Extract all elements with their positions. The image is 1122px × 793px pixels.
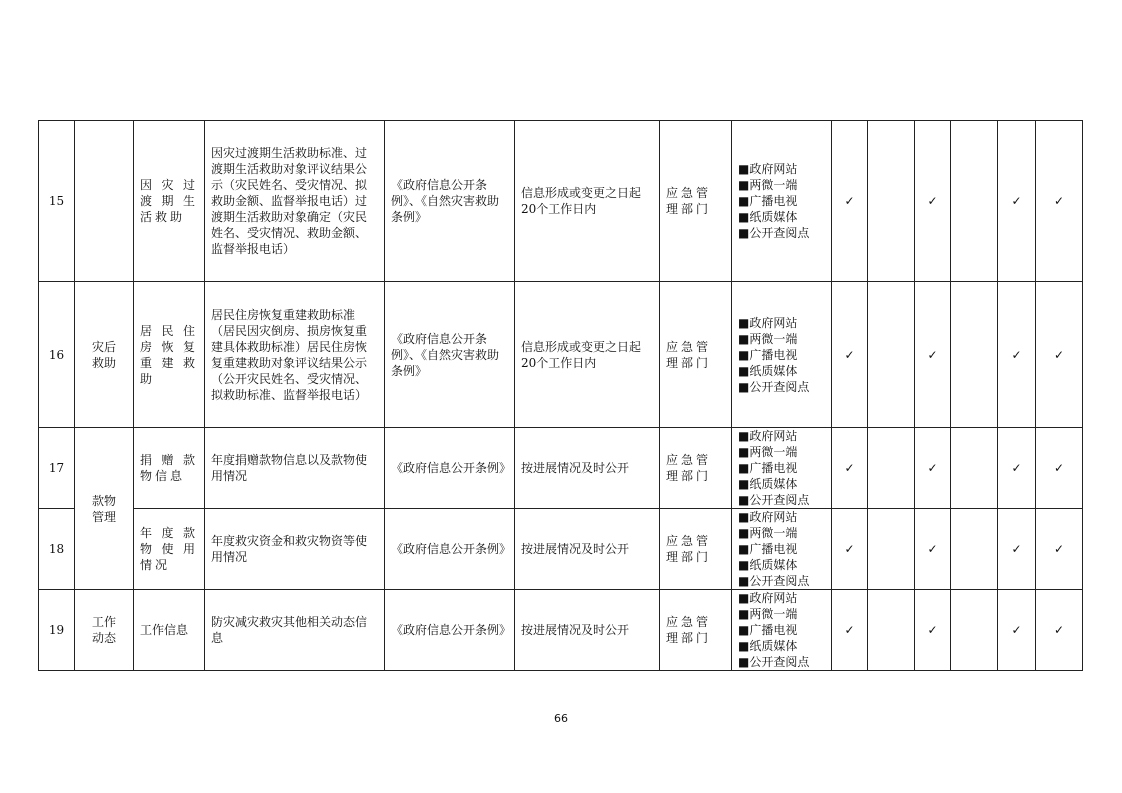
disclosure-content: 年度捐赠款物信息以及款物使用情况 (205, 428, 385, 509)
check-cell (868, 282, 915, 428)
table-row (39, 121, 1083, 282)
disclosure-time: 信息形成或变更之日起20个工作日内 (515, 282, 660, 428)
item-name: 工作信息 (134, 590, 205, 671)
check-mark-icon: ✓ (1036, 509, 1083, 590)
check-mark-icon: ✓ (998, 590, 1036, 671)
disclosure-time: 信息形成或变更之日起20个工作日内 (515, 121, 660, 282)
responsible-dept: 应急管理部门 (660, 121, 732, 282)
channel-item: ■政府网站 (738, 591, 798, 605)
table-row (39, 428, 1083, 509)
category-text: 灾后救助 (91, 339, 116, 370)
category-text: 款物管理 (91, 493, 116, 524)
disclosure-channels (732, 509, 832, 590)
check-mark-icon: ✓ (832, 121, 868, 282)
row-number: 19 (39, 590, 75, 671)
disclosure-content: 防灾减灾救灾其他相关动态信息 (205, 590, 385, 671)
check-mark-icon: ✓ (915, 428, 951, 509)
category-cell-empty (75, 121, 134, 282)
check-cell (951, 428, 998, 509)
channel-item: ■纸质媒体 (738, 363, 798, 378)
disclosure-channels (732, 121, 832, 282)
disclosure-time: 按进展情况及时公开 (515, 428, 660, 509)
channel-item: ■公开查阅点 (738, 226, 810, 240)
category-label (75, 590, 134, 671)
channel-item: ■两微一端 (738, 445, 798, 459)
channel-item: ■两微一端 (738, 607, 798, 621)
item-name: 居民住房恢复重建救助 (134, 282, 205, 428)
disclosure-content: 因灾过渡期生活救助标准、过渡期生活救助对象评议结果公示（灾民姓名、受灾情况、拟救助金额、监督举报电话）过渡期生活救助对象确定（灾民姓名、受灾情况、救助金额、监督举报电话） (205, 121, 385, 282)
disclosure-channels (732, 590, 832, 671)
responsible-dept: 应急管理部门 (660, 590, 732, 671)
legal-basis: 《政府信息公开条例》、《自然灾害救助条例》 (385, 282, 515, 428)
check-mark-icon: ✓ (832, 509, 868, 590)
disclosure-time: 按进展情况及时公开 (515, 590, 660, 671)
disclosure-channels (732, 282, 832, 428)
row-number: 16 (39, 282, 75, 428)
table-row (39, 509, 1083, 590)
disclosure-channels (732, 428, 832, 509)
disclosure-content: 年度救灾资金和救灾物资等使用情况 (205, 509, 385, 590)
channel-item: ■公开查阅点 (738, 379, 810, 394)
channel-item: ■两微一端 (738, 526, 798, 540)
channel-item: ■纸质媒体 (738, 477, 798, 491)
channel-item: ■纸质媒体 (738, 639, 798, 653)
row-number: 17 (39, 428, 75, 509)
category-label (75, 282, 134, 428)
check-cell (951, 590, 998, 671)
item-name: 年度款物使用情况 (134, 509, 205, 590)
disclosure-table (38, 120, 1083, 671)
channel-item: ■政府网站 (738, 162, 798, 176)
check-mark-icon: ✓ (1036, 121, 1083, 282)
channel-item: ■纸质媒体 (738, 210, 798, 224)
check-mark-icon: ✓ (915, 121, 951, 282)
disclosure-content: 居民住房恢复重建救助标准（居民因灾倒房、损房恢复重建具体救助标准）居民住房恢复重建救助对象评议结果公示（公开灾民姓名、受灾情况、拟救助标准、监督举报电话） (205, 282, 385, 428)
item-name: 因灾过渡期生活救助 (134, 121, 205, 282)
channel-item: ■政府网站 (738, 429, 798, 443)
table-row (39, 590, 1083, 671)
check-mark-icon: ✓ (915, 509, 951, 590)
check-cell (868, 428, 915, 509)
responsible-dept: 应急管理部门 (660, 282, 732, 428)
responsible-dept: 应急管理部门 (660, 428, 732, 509)
check-cell (868, 509, 915, 590)
channel-item: ■广播电视 (738, 542, 798, 556)
check-mark-icon: ✓ (998, 428, 1036, 509)
check-cell (868, 121, 915, 282)
legal-basis: 《政府信息公开条例》 (385, 428, 515, 509)
channel-item: ■公开查阅点 (738, 493, 810, 507)
table-row (39, 282, 1083, 428)
check-cell (951, 509, 998, 590)
check-mark-icon: ✓ (998, 121, 1036, 282)
check-mark-icon: ✓ (1036, 590, 1083, 671)
channel-item: ■纸质媒体 (738, 558, 798, 572)
channel-item: ■广播电视 (738, 347, 798, 362)
channel-item: ■两微一端 (738, 178, 798, 192)
check-mark-icon: ✓ (915, 282, 951, 428)
row-number: 18 (39, 509, 75, 590)
channel-item: ■政府网站 (738, 315, 798, 330)
category-label (75, 428, 134, 590)
legal-basis: 《政府信息公开条例》 (385, 590, 515, 671)
legal-basis: 《政府信息公开条例》 (385, 509, 515, 590)
channel-item: ■广播电视 (738, 461, 798, 475)
channel-item: ■广播电视 (738, 623, 798, 637)
legal-basis: 《政府信息公开条例》、《自然灾害救助条例》 (385, 121, 515, 282)
check-cell (951, 121, 998, 282)
check-mark-icon: ✓ (1036, 282, 1083, 428)
channel-item: ■政府网站 (738, 510, 798, 524)
row-number: 15 (39, 121, 75, 282)
check-cell (868, 590, 915, 671)
check-mark-icon: ✓ (1036, 428, 1083, 509)
channel-item: ■公开查阅点 (738, 574, 810, 588)
channel-item: ■两微一端 (738, 331, 798, 346)
check-mark-icon: ✓ (915, 590, 951, 671)
check-mark-icon: ✓ (832, 282, 868, 428)
channel-item: ■公开查阅点 (738, 655, 810, 669)
check-mark-icon: ✓ (998, 509, 1036, 590)
check-cell (951, 282, 998, 428)
check-mark-icon: ✓ (998, 282, 1036, 428)
responsible-dept: 应急管理部门 (660, 509, 732, 590)
check-mark-icon: ✓ (832, 428, 868, 509)
category-text: 工作动态 (91, 615, 116, 645)
item-name: 捐赠款物信息 (134, 428, 205, 509)
check-mark-icon: ✓ (832, 590, 868, 671)
channel-item: ■广播电视 (738, 194, 798, 208)
disclosure-time: 按进展情况及时公开 (515, 509, 660, 590)
page-number: 66 (554, 712, 568, 725)
